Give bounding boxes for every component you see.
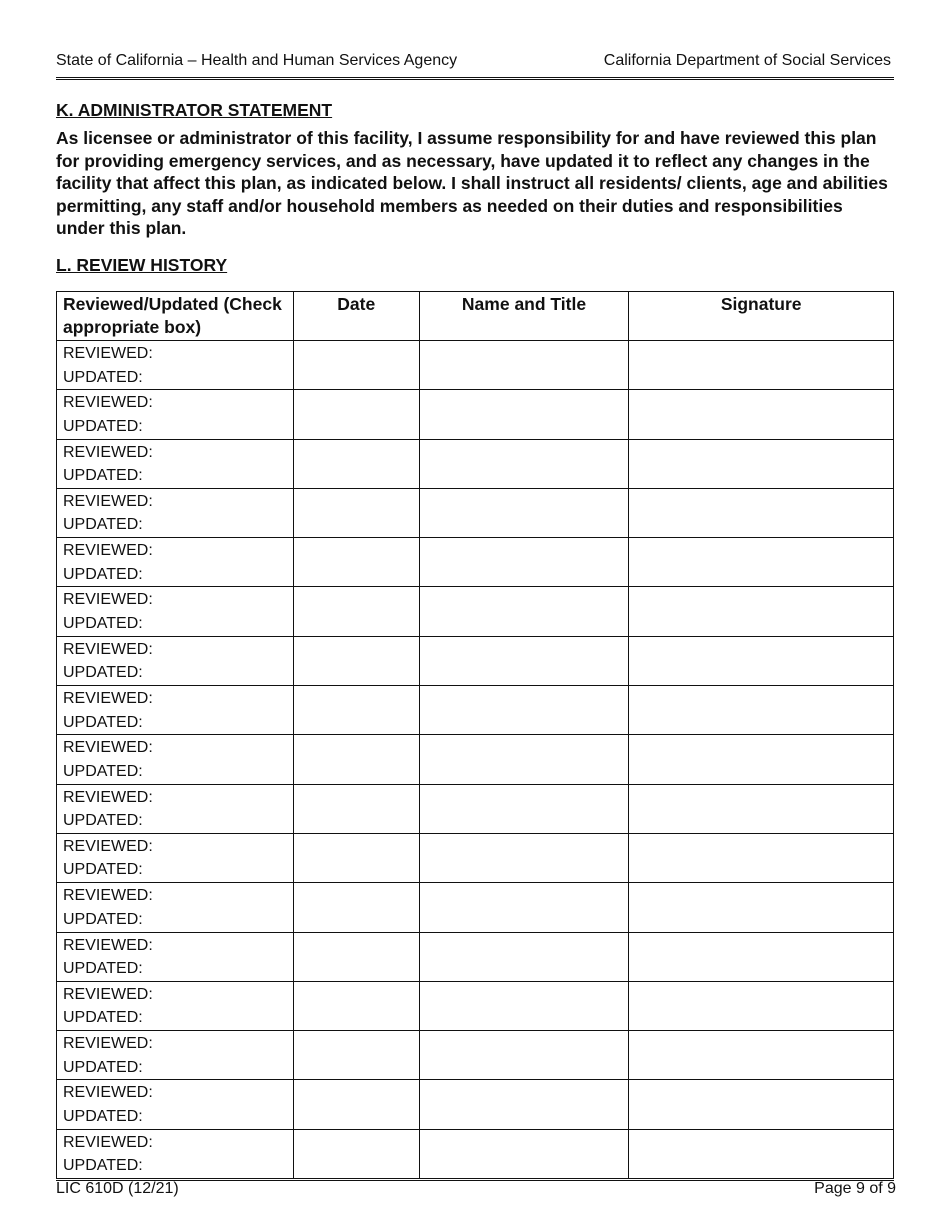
- signature-cell[interactable]: [629, 1129, 894, 1179]
- table-row: [57, 1031, 894, 1080]
- section-l-heading: L. REVIEW HISTORY: [56, 255, 228, 275]
- signature-cell[interactable]: [629, 488, 894, 537]
- reviewed-updated-cell[interactable]: [57, 1129, 294, 1179]
- column-header-signature: Signature: [629, 292, 894, 341]
- reviewed-label: REVIEWED:: [63, 1133, 153, 1151]
- updated-label: UPDATED:: [63, 565, 143, 583]
- signature-cell[interactable]: [629, 735, 894, 784]
- name-title-cell[interactable]: [419, 932, 629, 981]
- reviewed-label: REVIEWED:: [63, 345, 153, 362]
- name-title-cell[interactable]: [419, 735, 629, 784]
- reviewed-updated-cell[interactable]: [57, 981, 294, 1030]
- reviewed-updated-cell[interactable]: [57, 587, 294, 636]
- date-cell[interactable]: [293, 587, 419, 636]
- reviewed-updated-cell[interactable]: [57, 784, 294, 833]
- name-title-cell[interactable]: [419, 439, 629, 488]
- reviewed-updated-cell[interactable]: [57, 538, 294, 587]
- column-header-name-title: Name and Title: [419, 292, 629, 341]
- name-title-cell[interactable]: [419, 587, 629, 636]
- table-row: [57, 932, 894, 981]
- date-cell[interactable]: [293, 833, 419, 882]
- date-cell[interactable]: [293, 784, 419, 833]
- reviewed-updated-cell[interactable]: [57, 1031, 294, 1080]
- signature-cell[interactable]: [629, 636, 894, 685]
- table-row: [57, 686, 894, 735]
- reviewed-label: REVIEWED:: [63, 492, 153, 510]
- table-row: [57, 390, 894, 439]
- date-cell[interactable]: [293, 735, 419, 784]
- signature-cell[interactable]: [629, 883, 894, 932]
- table-row: [57, 883, 894, 932]
- department-name: California Department of Social Services: [603, 52, 891, 69]
- table-row: [57, 1129, 894, 1179]
- name-title-cell[interactable]: [419, 488, 629, 537]
- updated-label: UPDATED:: [63, 664, 143, 682]
- updated-label: UPDATED:: [63, 861, 143, 879]
- reviewed-label: REVIEWED:: [63, 690, 153, 708]
- date-cell[interactable]: [293, 981, 419, 1030]
- signature-cell[interactable]: [629, 439, 894, 488]
- date-cell[interactable]: [293, 341, 419, 390]
- reviewed-label: REVIEWED:: [63, 985, 153, 1003]
- date-cell[interactable]: [293, 686, 419, 735]
- updated-label: UPDATED:: [63, 713, 143, 731]
- name-title-cell[interactable]: [419, 833, 629, 882]
- signature-cell[interactable]: [629, 932, 894, 981]
- signature-cell[interactable]: [629, 1031, 894, 1080]
- reviewed-label: REVIEWED:: [63, 394, 153, 412]
- updated-label: UPDATED:: [63, 1058, 143, 1076]
- signature-cell[interactable]: [629, 1080, 894, 1129]
- table-header-row: [57, 292, 894, 341]
- updated-label: UPDATED:: [63, 368, 143, 386]
- name-title-cell[interactable]: [419, 1080, 629, 1129]
- signature-cell[interactable]: [629, 587, 894, 636]
- updated-label: UPDATED:: [63, 762, 143, 780]
- table-row: [57, 784, 894, 833]
- updated-label: UPDATED:: [63, 1009, 143, 1027]
- updated-label: UPDATED:: [63, 960, 143, 978]
- date-cell[interactable]: [293, 883, 419, 932]
- table-row: [57, 833, 894, 882]
- table-row: [57, 587, 894, 636]
- signature-cell[interactable]: [629, 390, 894, 439]
- name-title-cell[interactable]: [419, 538, 629, 587]
- date-cell[interactable]: [293, 1031, 419, 1080]
- table-row: [57, 439, 894, 488]
- date-cell[interactable]: [293, 538, 419, 587]
- table-row: [57, 488, 894, 537]
- page-footer: [56, 1178, 896, 1200]
- page-header: [56, 50, 894, 80]
- signature-cell[interactable]: [629, 981, 894, 1030]
- name-title-cell[interactable]: [419, 883, 629, 932]
- reviewed-label: REVIEWED:: [63, 837, 153, 855]
- column-header-date: Date: [293, 292, 419, 341]
- name-title-cell[interactable]: [419, 981, 629, 1030]
- reviewed-updated-cell[interactable]: [57, 833, 294, 882]
- date-cell[interactable]: [293, 1080, 419, 1129]
- reviewed-label: REVIEWED:: [63, 739, 153, 757]
- reviewed-label: REVIEWED:: [63, 542, 153, 560]
- name-title-cell[interactable]: [419, 686, 629, 735]
- updated-label: UPDATED:: [63, 910, 143, 928]
- reviewed-label: REVIEWED:: [63, 887, 153, 905]
- reviewed-updated-cell[interactable]: [57, 439, 294, 488]
- reviewed-updated-cell[interactable]: [57, 636, 294, 685]
- table-row: [57, 538, 894, 587]
- updated-label: UPDATED:: [63, 467, 143, 485]
- page-number: Page 9 of 9: [814, 1180, 896, 1197]
- updated-label: UPDATED:: [63, 417, 143, 435]
- agency-name: State of California – Health and Human Services Agency: [56, 52, 458, 69]
- reviewed-updated-cell[interactable]: [57, 390, 294, 439]
- name-title-cell[interactable]: [419, 1129, 629, 1179]
- reviewed-updated-cell[interactable]: [57, 1080, 294, 1129]
- reviewed-label: REVIEWED:: [63, 591, 153, 609]
- signature-cell[interactable]: [629, 833, 894, 882]
- name-title-cell[interactable]: [419, 784, 629, 833]
- table-row: [57, 1080, 894, 1129]
- form-id: LIC 610D (12/21): [56, 1180, 179, 1197]
- updated-label: UPDATED:: [63, 516, 143, 534]
- review-history-table: [56, 291, 894, 1181]
- name-title-cell[interactable]: [419, 1031, 629, 1080]
- reviewed-updated-cell[interactable]: [57, 686, 294, 735]
- reviewed-updated-cell[interactable]: [57, 883, 294, 932]
- date-cell[interactable]: [293, 488, 419, 537]
- reviewed-label: REVIEWED:: [63, 443, 153, 461]
- name-title-cell[interactable]: [419, 390, 629, 439]
- updated-label: UPDATED:: [63, 1107, 143, 1125]
- updated-label: UPDATED:: [63, 812, 143, 830]
- reviewed-updated-cell[interactable]: [57, 488, 294, 537]
- updated-label: UPDATED:: [63, 614, 143, 632]
- table-row: [57, 636, 894, 685]
- reviewed-updated-cell[interactable]: [57, 735, 294, 784]
- date-cell[interactable]: [293, 390, 419, 439]
- date-cell[interactable]: [293, 636, 419, 685]
- name-title-cell[interactable]: [419, 341, 629, 390]
- table-row: [57, 341, 894, 390]
- updated-label: UPDATED:: [63, 1157, 143, 1175]
- reviewed-updated-cell[interactable]: [57, 932, 294, 981]
- reviewed-label: REVIEWED:: [63, 1084, 153, 1102]
- name-title-cell[interactable]: [419, 636, 629, 685]
- section-k-heading: K. ADMINISTRATOR STATEMENT: [56, 100, 333, 120]
- date-cell[interactable]: [293, 1129, 419, 1179]
- table-row: [57, 981, 894, 1030]
- date-cell[interactable]: [293, 932, 419, 981]
- date-cell[interactable]: [293, 439, 419, 488]
- signature-cell[interactable]: [629, 784, 894, 833]
- reviewed-label: REVIEWED:: [63, 1035, 153, 1053]
- signature-cell[interactable]: [629, 538, 894, 587]
- reviewed-label: REVIEWED:: [63, 936, 153, 954]
- reviewed-label: REVIEWED:: [63, 788, 153, 806]
- signature-cell[interactable]: [629, 686, 894, 735]
- signature-cell[interactable]: [629, 341, 894, 390]
- table-row: [57, 735, 894, 784]
- reviewed-label: REVIEWED:: [63, 640, 153, 658]
- administrator-statement-text: As licensee or administrator of this facility, I assume responsibility for and have reviewed this plan for providing emergency services, and as necessary, have updated it to reflect any changes in the facility that affect this plan, as indicated below. I shall instruct all residents/ clients, age and abilities permitting, any staff and/or household members as needed on their duties and responsibilities under this plan.: [56, 128, 888, 239]
- reviewed-updated-cell[interactable]: [57, 341, 294, 390]
- column-header-reviewed-updated: Reviewed/Updated (Check appropriate box): [57, 292, 294, 341]
